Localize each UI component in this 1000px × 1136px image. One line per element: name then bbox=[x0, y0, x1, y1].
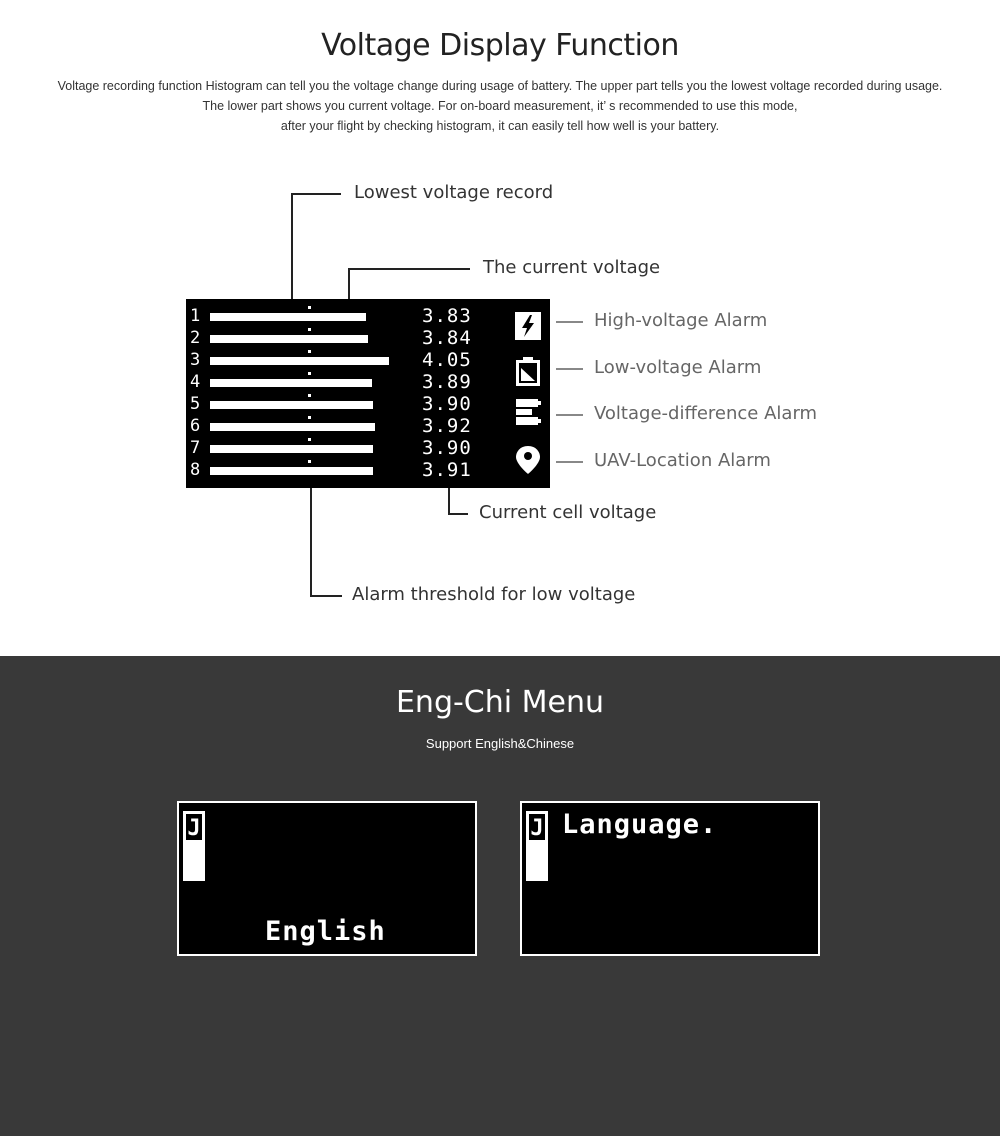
language-marker-letter: J bbox=[530, 816, 544, 841]
lowest-connector-h bbox=[291, 193, 341, 195]
voltage-difference-alarm-label: Voltage-difference Alarm bbox=[594, 403, 818, 424]
cell-voltage-value: 3.89 bbox=[422, 371, 472, 393]
cell-number: 7 bbox=[190, 438, 201, 458]
threshold-dot bbox=[308, 350, 311, 353]
threshold-dot bbox=[308, 438, 311, 441]
cell-voltage-value: 3.90 bbox=[422, 437, 472, 459]
cell-number: 2 bbox=[190, 328, 201, 348]
description-line-1: Voltage recording function Histogram can tell you the voltage change during usage of battery. The upper part tells you the lowest voltage recorded during usage. bbox=[57, 79, 943, 93]
description-line-3: after your flight by checking histogram, it can easily tell how well is your battery. bbox=[280, 119, 720, 133]
cell-number: 1 bbox=[190, 306, 201, 326]
current-cell-voltage-label: Current cell voltage bbox=[479, 502, 657, 523]
threshold-dot bbox=[308, 394, 311, 397]
cell-number: 6 bbox=[190, 416, 201, 436]
voltage-difference-icon bbox=[514, 397, 542, 427]
location-pin-icon bbox=[514, 445, 542, 475]
language-marker-icon bbox=[526, 811, 548, 881]
threshold-dot bbox=[308, 416, 311, 419]
cell-voltage-connector-h bbox=[448, 513, 468, 515]
location-alarm-connector bbox=[556, 461, 583, 463]
diff-alarm-connector bbox=[556, 414, 583, 416]
high-alarm-connector bbox=[556, 321, 583, 323]
lowest-voltage-label: Lowest voltage record bbox=[354, 182, 554, 203]
low-voltage-alarm-label: Low-voltage Alarm bbox=[594, 357, 762, 378]
cell-voltage-value: 3.84 bbox=[422, 327, 472, 349]
description-line-2: The lower part shows you current voltage. For on-board measurement, it’ s recommended to use this mode, bbox=[202, 99, 798, 113]
section-title: Voltage Display Function bbox=[321, 28, 679, 63]
menu-title: Eng-Chi Menu bbox=[395, 685, 605, 720]
menu-subtitle: Support English&Chinese bbox=[425, 736, 575, 751]
language-menu-text: Language. bbox=[562, 809, 718, 840]
threshold-dot bbox=[308, 306, 311, 309]
threshold-dot bbox=[308, 372, 311, 375]
current-voltage-label: The current voltage bbox=[483, 257, 661, 278]
uav-location-alarm-label: UAV-Location Alarm bbox=[594, 450, 771, 471]
voltage-display-screen bbox=[186, 299, 550, 488]
cell-voltage-bar bbox=[210, 467, 373, 475]
threshold-dot bbox=[308, 328, 311, 331]
language-marker-icon bbox=[183, 811, 205, 881]
alarm-threshold-label: Alarm threshold for low voltage bbox=[352, 584, 636, 605]
english-option-text: English bbox=[265, 916, 386, 947]
threshold-connector-v bbox=[310, 486, 312, 596]
menu-section bbox=[0, 656, 1000, 1136]
lightning-icon bbox=[514, 311, 542, 341]
low-alarm-connector bbox=[556, 368, 583, 370]
cell-voltage-value: 3.91 bbox=[422, 459, 472, 481]
cell-voltage-connector-v bbox=[448, 486, 450, 514]
cell-number: 3 bbox=[190, 350, 201, 370]
threshold-dot bbox=[308, 460, 311, 463]
cell-voltage-bar bbox=[210, 379, 372, 387]
cell-number: 5 bbox=[190, 394, 201, 414]
cell-voltage-value: 3.90 bbox=[422, 393, 472, 415]
cell-number: 4 bbox=[190, 372, 201, 392]
current-connector-v bbox=[348, 268, 350, 300]
cell-voltage-value: 3.92 bbox=[422, 415, 472, 437]
cell-voltage-bar bbox=[210, 401, 373, 409]
threshold-connector-h bbox=[310, 595, 342, 597]
english-screen bbox=[177, 801, 477, 956]
cell-voltage-bar bbox=[210, 313, 366, 321]
cell-number: 8 bbox=[190, 460, 201, 480]
cell-voltage-bar bbox=[210, 357, 389, 365]
cell-voltage-bar bbox=[210, 445, 373, 453]
high-voltage-alarm-label: High-voltage Alarm bbox=[594, 310, 768, 331]
current-connector-h bbox=[348, 268, 470, 270]
language-marker-letter: J bbox=[187, 816, 201, 841]
lowest-connector-v bbox=[291, 193, 293, 300]
cell-voltage-bar bbox=[210, 423, 375, 431]
language-screen bbox=[520, 801, 820, 956]
battery-low-icon bbox=[514, 357, 542, 387]
cell-voltage-value: 3.83 bbox=[422, 305, 472, 327]
cell-voltage-value: 4.05 bbox=[422, 349, 472, 371]
cell-voltage-bar bbox=[210, 335, 368, 343]
